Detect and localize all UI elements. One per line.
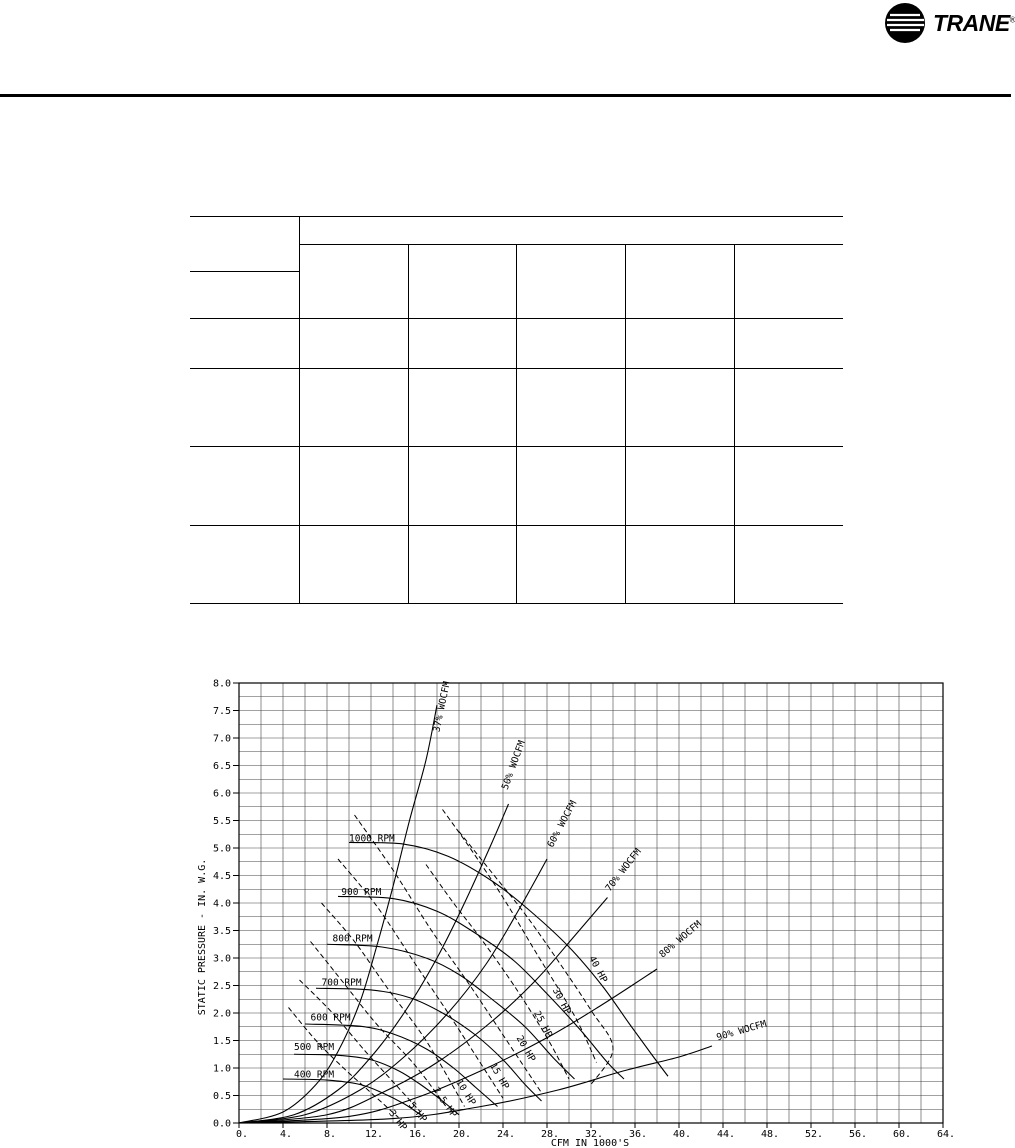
y-tick-label: 5.0: [212, 843, 231, 855]
y-tick-label: 6.0: [212, 788, 231, 800]
x-tick-label: 64.: [936, 1129, 956, 1140]
grid: [239, 683, 943, 1123]
rpm-label-500-rpm: 500 RPM: [294, 1041, 335, 1053]
hp-line-7-5-hp: [311, 942, 449, 1110]
brand-name: [933, 10, 1015, 37]
hp-label-7-5-hp: 7.5 HP: [430, 1085, 459, 1120]
hp-label-10-hp: 10 HP: [453, 1077, 478, 1108]
y-tick-label: 2.0: [212, 1008, 231, 1020]
x-tick-label: 8.: [323, 1129, 337, 1140]
rpm-label-400-rpm: 400 RPM: [294, 1069, 335, 1081]
hp-label-40-hp: 40 HP: [586, 954, 610, 985]
y-tick-label: 7.0: [212, 733, 231, 745]
y-tick-label: 0.5: [212, 1091, 231, 1102]
brand-mark: ®: [1009, 15, 1015, 25]
x-tick-label: 28.: [540, 1129, 560, 1140]
y-tick-label: 0.0: [212, 1118, 231, 1130]
x-tick-label: 24.: [496, 1129, 516, 1140]
hp-line-30-hp: [443, 810, 597, 1063]
trane-globe-icon: [884, 2, 930, 44]
curve-labels: [294, 680, 768, 1133]
series-label-80-wocfm: 80% WOCFM: [657, 918, 704, 961]
hp-label-30-hp: 30 HP: [549, 986, 573, 1017]
series-line-50-wocfm: [239, 804, 512, 1123]
y-tick-label: 4.0: [212, 898, 231, 910]
series-line-90-wocfm: [239, 1046, 712, 1123]
curves: [239, 705, 712, 1123]
x-tick-label: 32.: [584, 1129, 604, 1140]
x-tick-label: 4.: [279, 1129, 293, 1140]
rpm-label-600-rpm: 600 RPM: [310, 1012, 351, 1024]
hp-label-5-hp: 5 HP: [406, 1099, 429, 1125]
y-tick-label: 2.5: [212, 981, 231, 992]
rpm-label-800-rpm: 800 RPM: [332, 933, 373, 945]
series-label-50-wocfm: 50% WOCFM: [499, 739, 528, 792]
y-tick-label: 5.5: [212, 816, 231, 827]
series-label-90-wocfm: 90% WOCFM: [715, 1018, 768, 1044]
x-tick-label: 52.: [804, 1129, 824, 1140]
hp-label-3-hp: 3 HP: [386, 1108, 409, 1133]
x-tick-label: 60.: [892, 1129, 912, 1140]
x-tick-label: 40.: [672, 1129, 692, 1140]
blank-data-table: [190, 216, 843, 604]
y-tick-label: 3.5: [212, 926, 231, 937]
x-tick-label: 44.: [716, 1129, 736, 1140]
y-tick-label: 4.5: [212, 871, 231, 882]
series-line-37-wocfm: [239, 705, 437, 1123]
y-tick-label: 3.0: [212, 953, 231, 965]
x-tick-label: 56.: [848, 1129, 868, 1140]
x-tick-label: 48.: [760, 1129, 780, 1140]
fan-performance-chart: [0, 660, 1011, 1148]
rpm-label-700-rpm: 700 RPM: [321, 977, 362, 989]
x-tick-label: 36.: [628, 1129, 648, 1140]
hp-label-15-hp: 15 HP: [487, 1061, 512, 1092]
y-tick-label: 7.5: [212, 706, 231, 717]
series-label-60-wocfm: 60% WOCFM: [545, 798, 580, 850]
series-label-37-wocfm: 37% WOCFM: [431, 680, 453, 734]
header-rule: [0, 94, 1011, 97]
brand-name-text: TRANE: [933, 10, 1010, 36]
hp-label-20-hp: 20 HP: [513, 1033, 538, 1065]
x-tick-label: 0.: [235, 1129, 249, 1140]
x-axis-label: CFM IN 1000'S: [550, 1138, 630, 1148]
y-tick-label: 6.5: [212, 761, 231, 772]
x-tick-label: 20.: [452, 1129, 472, 1140]
y-axis-label: STATIC PRESSURE - IN. W.G.: [197, 858, 208, 1016]
x-tick-label: 12.: [364, 1129, 384, 1140]
series-label-70-wocfm: 70% WOCFM: [603, 846, 644, 894]
y-tick-label: 1.0: [212, 1063, 231, 1075]
y-tick-label: 1.5: [212, 1036, 231, 1047]
rpm-label-1000-rpm: 1000 RPM: [349, 833, 395, 845]
hp-label-25-hp: 25 HP: [531, 1009, 555, 1040]
brand-logo: [884, 2, 1015, 44]
y-tick-label: 8.0: [212, 678, 231, 690]
x-tick-label: 16.: [408, 1129, 428, 1140]
rpm-label-900-rpm: 900 RPM: [341, 886, 382, 898]
